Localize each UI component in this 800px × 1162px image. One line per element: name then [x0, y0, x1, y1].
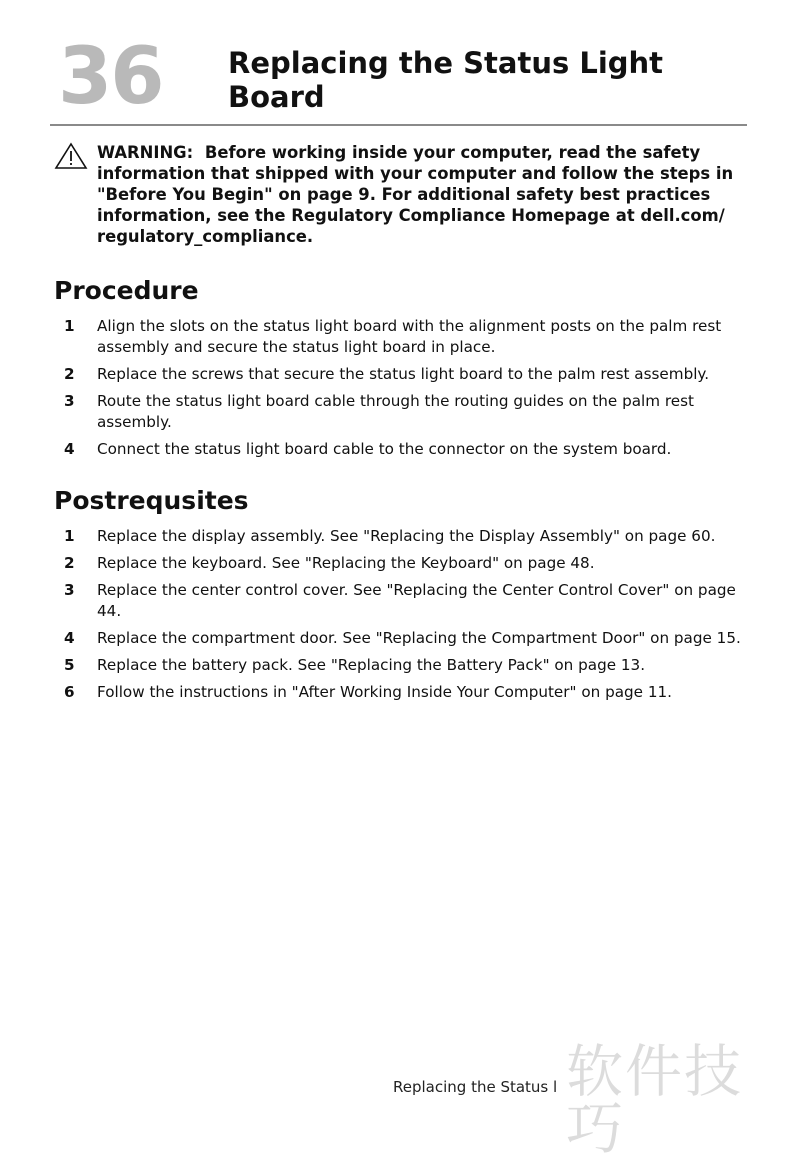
warning-body: Before working inside your computer, read the safety information that shipped with your computer and follow the steps in "Before You Begin" on page 9. For additional safety best practices information, see the Regulatory Compliance Homepage at dell.com/ regulatory_compliance. — [97, 143, 734, 246]
step-text: Replace the center control cover. See "Replacing the Center Control Cover" on page 44. — [97, 581, 736, 620]
postrequisites-heading: Postrequsites — [54, 486, 249, 515]
step-text: Route the status light board cable through the routing guides on the palm rest assembly. — [97, 392, 694, 431]
procedure-step — [54, 439, 744, 460]
postrequisite-step — [54, 580, 744, 622]
postrequisite-step — [54, 682, 744, 703]
procedure-step — [54, 364, 744, 385]
step-text: Replace the compartment door. See "Replacing the Compartment Door" on page 15. — [97, 629, 741, 647]
warning-triangle-icon — [54, 142, 88, 170]
procedure-step — [54, 391, 744, 433]
step-number: 3 — [64, 392, 75, 410]
step-number: 6 — [64, 683, 75, 701]
step-text: Follow the instructions in "After Working Inside Your Computer" on page 11. — [97, 683, 672, 701]
step-number: 1 — [64, 527, 75, 545]
warning-text — [97, 142, 747, 247]
step-text: Connect the status light board cable to the connector on the system board. — [97, 440, 672, 458]
postrequisite-step — [54, 655, 744, 676]
page-footer: Replacing the Status l — [393, 1078, 558, 1096]
step-text: Replace the display assembly. See "Replacing the Display Assembly" on page 60. — [97, 527, 716, 545]
procedure-heading: Procedure — [54, 276, 199, 305]
postrequisite-step — [54, 628, 744, 649]
step-number: 4 — [64, 629, 75, 647]
step-number: 2 — [64, 365, 75, 383]
step-number: 4 — [64, 440, 75, 458]
step-text: Replace the keyboard. See "Replacing the Keyboard" on page 48. — [97, 554, 595, 572]
step-number: 1 — [64, 317, 75, 335]
warning-label: WARNING: — [97, 143, 194, 162]
chapter-title: Replacing the Status Light Board — [228, 46, 664, 114]
watermark: 软件技巧 — [566, 1039, 743, 1162]
step-number: 2 — [64, 554, 75, 572]
step-text: Replace the screws that secure the status light board to the palm rest assembly. — [97, 365, 710, 383]
chapter-number: 36 — [58, 32, 163, 122]
procedure-list — [54, 316, 744, 466]
postrequisites-list — [54, 526, 744, 709]
step-number: 3 — [64, 581, 75, 599]
procedure-step — [54, 316, 744, 358]
postrequisite-step — [54, 526, 744, 547]
step-text: Replace the battery pack. See "Replacing the Battery Pack" on page 13. — [97, 656, 646, 674]
postrequisite-step — [54, 553, 744, 574]
title-divider — [50, 124, 747, 126]
step-text: Align the slots on the status light board with the alignment posts on the palm rest assembly and secure the status light board in place. — [97, 317, 722, 356]
step-number: 5 — [64, 656, 75, 674]
